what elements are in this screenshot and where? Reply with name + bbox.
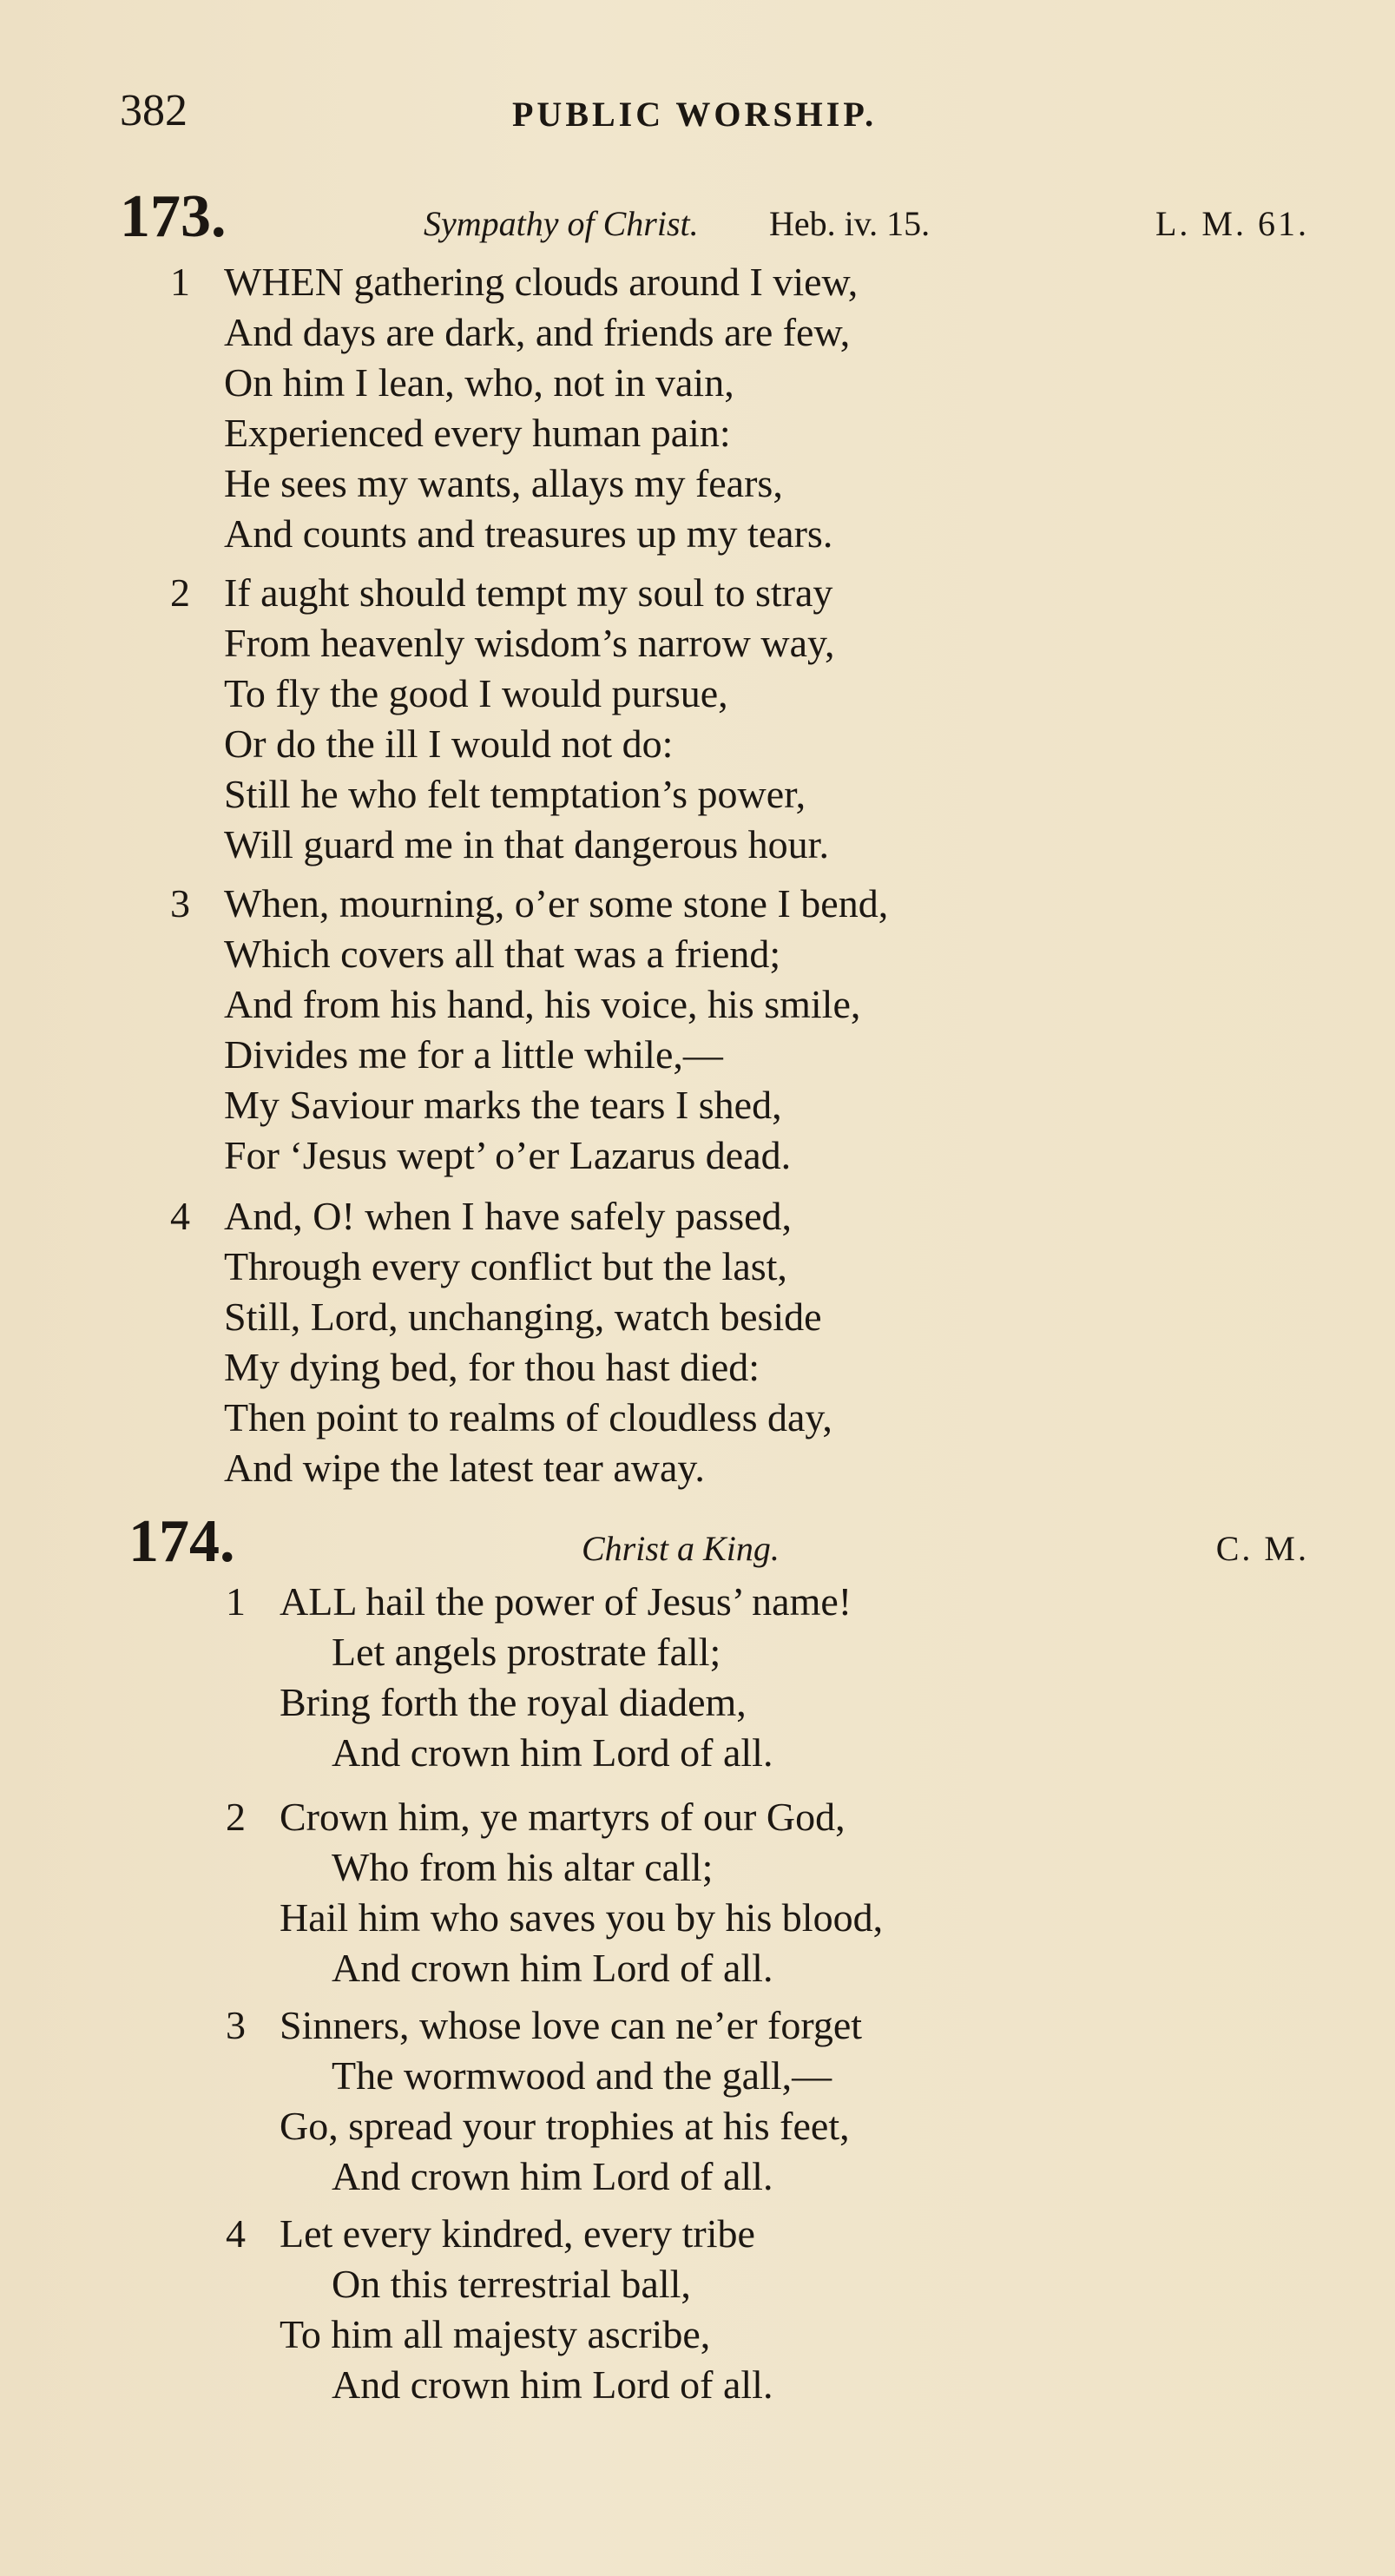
verse-line: Bring forth the royal diadem, bbox=[280, 1680, 747, 1724]
verse-line: For ‘Jesus wept’ o’er Lazarus dead. bbox=[224, 1133, 792, 1177]
verse-line: Will guard me in that dangerous hour. bbox=[224, 822, 829, 866]
verse-line: And crown him Lord of all. bbox=[332, 1946, 773, 1990]
verse-line: And crown him Lord of all. bbox=[332, 2154, 773, 2198]
verse-line: And crown him Lord of all. bbox=[332, 2362, 773, 2407]
verse-line: WHEN gathering clouds around I view, bbox=[224, 260, 859, 304]
verse-line: Go, spread your trophies at his feet, bbox=[280, 2104, 850, 2148]
verse-number: 1 bbox=[170, 260, 190, 304]
hymn-subject: Sympathy of Christ. bbox=[424, 204, 699, 243]
verse-number: 2 bbox=[226, 1795, 246, 1839]
verse-line: My dying bed, for thou hast died: bbox=[224, 1345, 760, 1389]
verse-line: Sinners, whose love can ne’er forget bbox=[280, 2003, 863, 2047]
hymn-subject: Christ a King. bbox=[582, 1529, 780, 1568]
verse-line: When, mourning, o’er some stone I bend, bbox=[224, 881, 889, 926]
hymn-173-verse-4 bbox=[170, 1191, 1266, 1493]
hymn-173-heading bbox=[120, 182, 1309, 250]
verse-line: Then point to realms of cloudless day, bbox=[224, 1395, 832, 1440]
verse-line: Still, Lord, unchanging, watch beside bbox=[224, 1295, 822, 1339]
verse-line: Through every conflict but the last, bbox=[224, 1244, 787, 1288]
verse-line: On him I lean, who, not in vain, bbox=[224, 360, 734, 405]
hymn-173-verse-1 bbox=[170, 257, 1266, 559]
verse-line: Still he who felt temptation’s power, bbox=[224, 772, 806, 816]
verse-line: And wipe the latest tear away. bbox=[224, 1446, 705, 1490]
verse-line: Which covers all that was a friend; bbox=[224, 932, 781, 976]
verse-line: To fly the good I would pursue, bbox=[224, 671, 728, 715]
verse-line: Hail him who saves you by his blood, bbox=[280, 1895, 884, 1940]
verse-line: If aught should tempt my soul to stray bbox=[224, 570, 833, 615]
hymn-meter: L. M. 61. bbox=[1155, 204, 1309, 243]
hymn-173-verse-3 bbox=[170, 879, 1266, 1181]
verse-line: And crown him Lord of all. bbox=[332, 1730, 773, 1775]
hymn-174-verse-1 bbox=[226, 1577, 1321, 1778]
verse-number: 3 bbox=[170, 881, 190, 926]
verse-line: Divides me for a little while,— bbox=[224, 1032, 723, 1077]
verse-line: On this terrestrial ball, bbox=[332, 2262, 691, 2306]
verse-line: Who from his altar call; bbox=[332, 1845, 714, 1889]
hymn-meter: C. M. bbox=[1215, 1529, 1309, 1568]
hymn-number: 173. bbox=[120, 183, 227, 250]
page-header bbox=[120, 85, 1266, 137]
verse-line: Or do the ill I would not do: bbox=[224, 721, 674, 766]
verse-number: 4 bbox=[170, 1194, 190, 1238]
verse-number: 4 bbox=[226, 2211, 246, 2256]
page-number: 382 bbox=[120, 86, 188, 135]
verse-number: 3 bbox=[226, 2003, 246, 2047]
hymn-scripture: Heb. iv. 15. bbox=[769, 204, 931, 243]
verse-line: He sees my wants, allays my fears, bbox=[224, 461, 783, 505]
verse-line: Let angels prostrate fall; bbox=[332, 1630, 721, 1674]
verse-line: The wormwood and the gall,— bbox=[332, 2053, 832, 2098]
hymn-number: 174. bbox=[128, 1508, 235, 1575]
verse-line: Crown him, ye martyrs of our God, bbox=[280, 1795, 846, 1839]
verse-line: From heavenly wisdom’s narrow way, bbox=[224, 621, 835, 665]
verse-line: Experienced every human pain: bbox=[224, 411, 731, 455]
verse-line: ALL hail the power of Jesus’ name! bbox=[280, 1579, 852, 1624]
hymn-174-verse-2 bbox=[226, 1792, 1321, 1993]
verse-line: My Saviour marks the tears I shed, bbox=[224, 1083, 782, 1127]
verse-line: And, O! when I have safely passed, bbox=[224, 1194, 793, 1238]
verse-line: Let every kindred, every tribe bbox=[280, 2211, 755, 2256]
verse-number: 2 bbox=[170, 570, 190, 615]
verse-line: And days are dark, and friends are few, bbox=[224, 310, 851, 354]
verse-line: And counts and treasures up my tears. bbox=[224, 511, 833, 556]
running-head: PUBLIC WORSHIP. bbox=[512, 95, 878, 134]
verse-line: And from his hand, his voice, his smile, bbox=[224, 982, 861, 1026]
hymn-174-heading bbox=[128, 1507, 1309, 1575]
verse-number: 1 bbox=[226, 1579, 246, 1624]
hymn-174-verse-4 bbox=[226, 2209, 1321, 2410]
hymn-173-verse-2 bbox=[170, 568, 1266, 870]
verse-line: To him all majesty ascribe, bbox=[280, 2312, 711, 2356]
hymn-174-verse-3 bbox=[226, 2000, 1321, 2202]
